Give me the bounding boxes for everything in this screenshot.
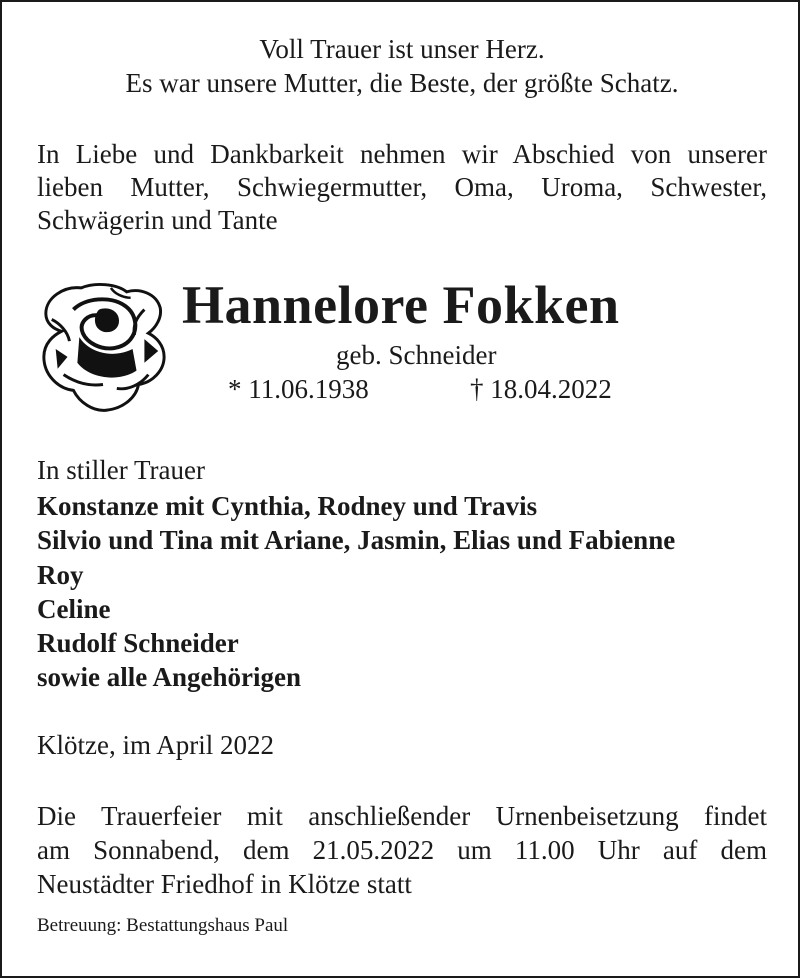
birth-name: geb. Schneider xyxy=(336,340,497,370)
intro-line-3: Schwägerin und Tante xyxy=(37,205,278,235)
mourners-label: In stiller Trauer xyxy=(37,455,205,485)
service-text xyxy=(37,799,767,901)
place-date: Klötze, im April 2022 xyxy=(37,730,274,760)
birth-date: * 11.06.1938 xyxy=(228,374,369,404)
service-line-2: am Sonnabend, dem 21.05.2022 um 11.00 Uhr auf dem xyxy=(37,835,767,865)
rose-icon xyxy=(34,280,172,418)
mourners-list xyxy=(37,489,675,695)
service-line-1: Die Trauerfeier mit anschließender Urnenbeisetzung findet xyxy=(37,801,767,831)
intro-text xyxy=(37,138,767,237)
poem-line-2: Es war unsere Mutter, die Beste, der größte Schatz. xyxy=(125,68,679,98)
deceased-name: Hannelore Fokken xyxy=(182,275,620,335)
mourner-line: Celine xyxy=(37,593,111,624)
service-line-3: Neustädter Friedhof in Klötze statt xyxy=(37,869,412,899)
mourner-line: sowie alle Angehörigen xyxy=(37,662,301,693)
mourner-line: Konstanze mit Cynthia, Rodney und Travis xyxy=(37,491,538,521)
mourner-line: Silvio und Tina mit Ariane, Jasmin, Elias und Fabienne xyxy=(37,525,676,556)
intro-line-2: lieben Mutter, Schwiegermutter, Oma, Uroma, Schwester, xyxy=(37,172,767,202)
poem-line-1: Voll Trauer ist unser Herz. xyxy=(259,34,545,64)
funeral-home-credit: Betreuung: Bestattungshaus Paul xyxy=(37,915,289,936)
intro-line-1: In Liebe und Dankbarkeit nehmen wir Abschied von unserer xyxy=(37,139,767,169)
mourner-line: Rudolf Schneider xyxy=(37,628,239,659)
death-date: † 18.04.2022 xyxy=(470,374,612,404)
mourner-line: Roy xyxy=(37,559,84,590)
